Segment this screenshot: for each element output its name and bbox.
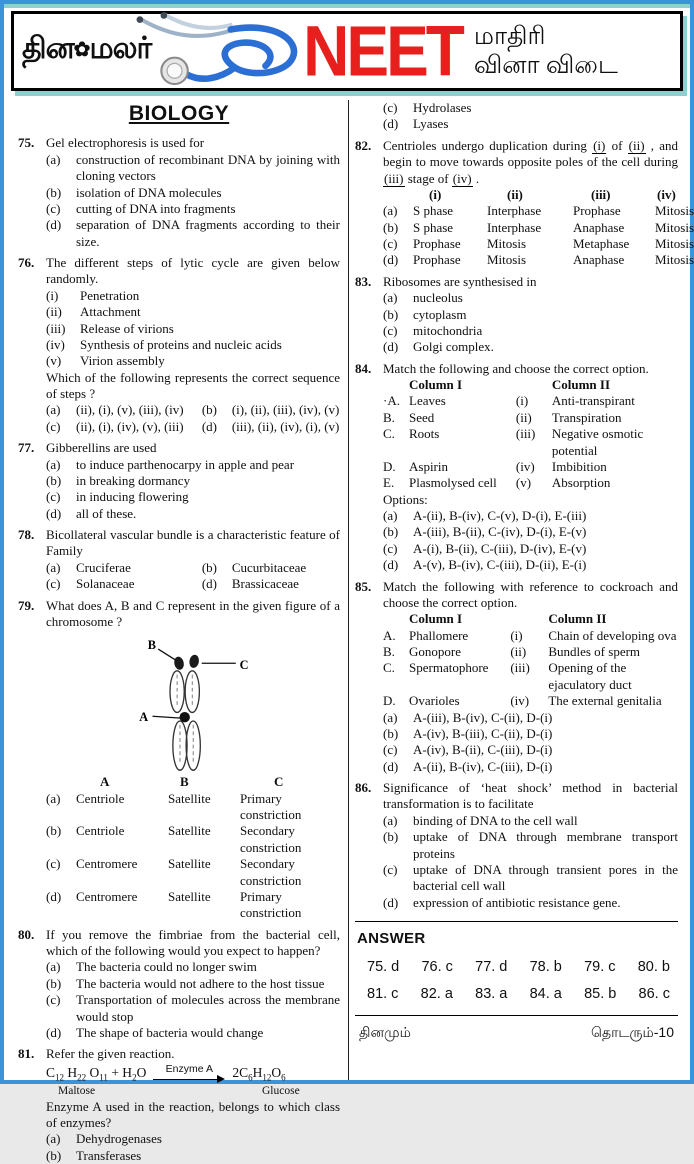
question-85	[355, 579, 678, 776]
answer-row-2	[357, 985, 676, 1003]
neet-title: NEET	[303, 10, 462, 91]
question-number: 76.	[18, 255, 35, 271]
option-d: (d) Brassicaceae	[201, 576, 299, 592]
question-83	[355, 274, 678, 356]
question-number: 79.	[18, 597, 35, 613]
option-d: (d) A-(v), B-(iv), C-(iii), D-(ii), E-(i)	[383, 557, 587, 573]
answer-item: 80. b	[637, 958, 670, 975]
question-stem: Centrioles undergo duplication during (i) of (ii) , and begin to move towards opposite poles of the cell during (iii) stage of (iv) .	[383, 137, 678, 186]
question-stem-2: Which of the following represents the correct sequence of steps ?	[46, 369, 340, 402]
option-c: (c) Solanaceae	[46, 576, 135, 592]
answer-item: 83. a	[475, 986, 508, 1003]
column-2-header: Column II	[551, 377, 611, 392]
figure-label-c: C	[239, 658, 249, 673]
answer-item: 79. c	[584, 958, 616, 975]
answer-item: 86. c	[638, 986, 670, 1003]
flower-emblem-icon: ✿	[73, 39, 90, 61]
option-c: (c) (ii), (i), (iv), (v), (iii)	[46, 418, 184, 434]
answer-row-1	[357, 958, 676, 976]
arrow-icon	[153, 1075, 225, 1084]
question-number: 75.	[18, 135, 35, 151]
enzyme-label: Enzyme A	[165, 1062, 213, 1075]
question-stem-2: Enzyme A used in the reaction, belongs to which class of enzymes?	[46, 1098, 340, 1131]
question-stem: Refer the given reaction.	[46, 1046, 175, 1062]
question-stem: If you remove the fimbriae from the bacterial cell, which of the following would you expect to happen?	[46, 926, 340, 959]
option-d: (d) all of these.	[46, 505, 137, 521]
table-header: A B C	[100, 774, 284, 790]
answer-item: 77. d	[475, 958, 508, 975]
question-stem: Match the following and choose the correct option.	[383, 360, 649, 376]
option-d: (d) A-(ii), B-(iv), C-(iii), D-(i)	[383, 758, 553, 774]
option-a: (a) A-(ii), B-(iv), C-(v), D-(i), E-(iii)	[383, 508, 587, 523]
option-b: (b) (i), (ii), (iii), (iv), (v)	[201, 402, 340, 418]
option-c: (c) Transportation of molecules across the membrane would stop	[46, 992, 340, 1024]
content-columns	[4, 100, 694, 1163]
option-a: (a) A-(iii), B-(iv), C-(ii), D-(i)	[383, 709, 553, 725]
question-81-continued	[355, 100, 678, 133]
option-b: (b) Transferases	[46, 1147, 142, 1163]
question-number: 81.	[18, 1046, 35, 1062]
right-column	[349, 100, 694, 1080]
product-formula: $2C_6H_{12}O_6$	[232, 1064, 286, 1083]
question-82	[355, 137, 694, 269]
match-table: Column I Column II A. Phallomere (i) Chain of developing ova B. Gonopore (ii) Bundles of sperm C. Spermatophore (iii) Opening of the ejaculatory duct D. Ovarioles (iv) The external genitalia	[383, 611, 677, 709]
reactant-formula: $C_{12}$ $H_{22}$ $O_{11} + H_2O$	[46, 1064, 147, 1083]
table-row: (d) Centromere Satellite Primary constriction	[46, 888, 302, 921]
option-b: (b) in breaking dormancy	[46, 472, 191, 488]
option-b: (b) uptake of DNA through membrane transport proteins	[383, 829, 678, 861]
option-c: (c) uptake of DNA through transient pores in the bacterial cell wall	[383, 861, 678, 894]
question-number: 84.	[355, 360, 372, 376]
column-2-header: Column II	[548, 611, 607, 627]
table-row: (a) S phase Interphase Prophase Mitosis	[383, 203, 694, 219]
blank-i: (i)	[593, 137, 606, 153]
option-a: (a) nucleolus	[383, 290, 463, 306]
blank-ii: (ii)	[628, 137, 645, 153]
question-76	[18, 255, 340, 435]
option-d: (d) The shape of bacteria would change	[46, 1024, 264, 1040]
option-d: (d) Lyases	[383, 116, 449, 132]
masthead	[11, 11, 683, 91]
table-row: (c) Centromere Satellite Secondary constriction	[46, 856, 302, 888]
answer-item: 75. d	[367, 958, 400, 975]
options-row	[46, 402, 340, 418]
reactant-name: Maltose	[58, 1085, 96, 1098]
column-1-header: Column I	[409, 377, 463, 392]
subtitle-line-2: வினா விடை	[473, 52, 618, 79]
option-b: (b) The bacteria would not adhere to the host tissue	[46, 975, 325, 991]
option-a: (a) binding of DNA to the cell wall	[383, 812, 578, 828]
dinamalar-logo	[22, 32, 151, 70]
question-number: 78.	[18, 527, 35, 543]
answer-item: 85. b	[584, 986, 617, 1003]
footer-right-text: தொடரும்-10	[591, 1024, 674, 1041]
option-d: (d) (iii), (ii), (iv), (i), (v)	[201, 418, 340, 434]
option-a: (a) Cruciferae	[46, 559, 131, 575]
product-name: Glucose	[262, 1085, 300, 1098]
option-c: (c) cutting of DNA into fragments	[46, 200, 236, 216]
question-80	[18, 927, 340, 1042]
options-row	[46, 560, 340, 576]
table-row: (b) S phase Interphase Anaphase Mitosis	[383, 219, 694, 235]
logo-text-left: தின	[22, 32, 74, 65]
option-c: (c) Hydrolases	[383, 100, 472, 115]
option-b: (b) A-(iv), B-(iii), C-(ii), D-(i)	[383, 725, 553, 741]
stethoscope-icon	[125, 13, 315, 89]
table-row: (b) Centriole Satellite Secondary constriction	[46, 823, 302, 855]
question-number: 85.	[355, 578, 372, 594]
option-b: (b) A-(iii), B-(ii), C-(iv), D-(i), E-(v)	[383, 524, 587, 540]
option-a: (a) Dehydrogenases	[46, 1131, 162, 1147]
question-86	[355, 780, 678, 911]
logo-text-right: மலர்	[89, 32, 152, 65]
options-row	[46, 419, 340, 435]
option-a: (a) to induce parthenocarpy in apple and pear	[46, 456, 295, 472]
figure-label-a: A	[139, 710, 149, 725]
option-b: (b) Cucurbitaceae	[201, 559, 307, 575]
option-c: (c) mitochondria	[383, 322, 483, 338]
options-row	[46, 576, 340, 592]
blank-iii: (iii)	[384, 170, 404, 186]
question-75	[18, 135, 340, 250]
question-number: 82.	[355, 137, 372, 153]
question-77	[18, 440, 340, 522]
answer-item: 78. b	[529, 958, 562, 975]
masthead-subtitle	[474, 22, 618, 81]
question-84	[355, 361, 678, 574]
options-label: Options:	[383, 491, 428, 507]
subtitle-line-1: மாதிரி	[473, 22, 546, 50]
answer-box	[355, 921, 678, 1016]
list-item: (i) Penetration	[46, 287, 140, 303]
question-stem: What does A, B and C represent in the given figure of a chromosome ?	[46, 597, 340, 629]
list-item: (ii) Attachment	[46, 304, 141, 320]
option-d: (d) separation of DNA fragments according to their size.	[46, 217, 340, 249]
table-row: (c) Prophase Mitosis Metaphase Mitosis	[383, 236, 694, 251]
column-1-header: Column I	[409, 611, 463, 627]
option-a: (a) The bacteria could no longer swim	[46, 959, 257, 975]
option-c: (c) A-(iv), B-(ii), C-(iii), D-(i)	[383, 742, 553, 758]
reaction-labels	[46, 1084, 340, 1098]
answer-item: 76. c	[421, 958, 453, 975]
table-row: (d) Prophase Mitosis Anaphase Mitosis	[383, 252, 694, 268]
column-footer	[355, 1016, 678, 1042]
list-item: (v) Virion assembly	[46, 353, 165, 369]
question-79	[18, 598, 340, 922]
option-d: (d) expression of antibiotic resistance gene.	[383, 894, 621, 910]
blank-iv: (iv)	[452, 170, 472, 186]
answer-item: 81. c	[367, 986, 399, 1003]
chromosome-figure	[92, 632, 302, 774]
table-header: (i) (ii) (iii) (iv)	[429, 186, 676, 202]
list-item: (iii) Release of virions	[46, 320, 174, 336]
option-b: (b) isolation of DNA molecules	[46, 184, 222, 200]
match-table: Column I Column II ·A. Leaves (i) Anti-transpirant B. Seed (ii) Transpiration C. Roots (iii) Negative osmotic potential D. Aspirin (iv) Imbibition E. Plasmolysed cell (v) Absorption	[383, 377, 678, 492]
question-stem: Bicollateral vascular bundle is a characteristic feature of Family	[46, 527, 340, 559]
question-stem: Match the following with reference to cockroach and choose the correct option.	[383, 578, 678, 610]
answer-title: ANSWER	[357, 930, 426, 947]
answer-item: 84. a	[529, 986, 562, 1003]
question-number: 80.	[18, 926, 35, 942]
question-stem: Gibberellins are used	[46, 440, 157, 456]
question-stem: Significance of ‘heat shock’ method in bacterial transformation is to facilitate	[383, 780, 678, 812]
question-number: 83.	[355, 273, 372, 289]
answer-item: 82. a	[420, 986, 453, 1003]
figure-label-b: B	[147, 638, 156, 653]
list-item: (iv) Synthesis of proteins and nucleic acids	[46, 336, 282, 352]
question-stem: Gel electrophoresis is used for	[46, 135, 205, 151]
teal-accent-band	[4, 4, 690, 8]
left-column	[12, 100, 349, 1163]
question-stem: The different steps of lytic cycle are given below randomly.	[46, 255, 340, 287]
option-b: (b) cytoplasm	[383, 306, 467, 322]
chemical-reaction	[46, 1064, 340, 1085]
option-a: (a) construction of recombinant DNA by joining with cloning vectors	[46, 151, 340, 184]
option-c: (c) in inducing flowering	[46, 489, 189, 505]
option-a: (a) (ii), (i), (v), (iii), (iv)	[46, 402, 184, 418]
question-stem: Ribosomes are synthesised in	[383, 273, 537, 289]
footer-left-text: தினமும்	[359, 1024, 411, 1041]
table-row: (a) Centriole Satellite Primary constriction	[46, 790, 302, 823]
question-81	[18, 1046, 340, 1164]
question-number: 77.	[18, 440, 35, 456]
option-c: (c) A-(i), B-(ii), C-(iii), D-(iv), E-(v)	[383, 540, 587, 556]
section-title: BIOLOGY	[128, 102, 230, 125]
question-78	[18, 527, 340, 593]
reaction-arrow	[153, 1064, 225, 1085]
option-d: (d) Golgi complex.	[383, 339, 494, 355]
question-number: 86.	[355, 780, 372, 795]
